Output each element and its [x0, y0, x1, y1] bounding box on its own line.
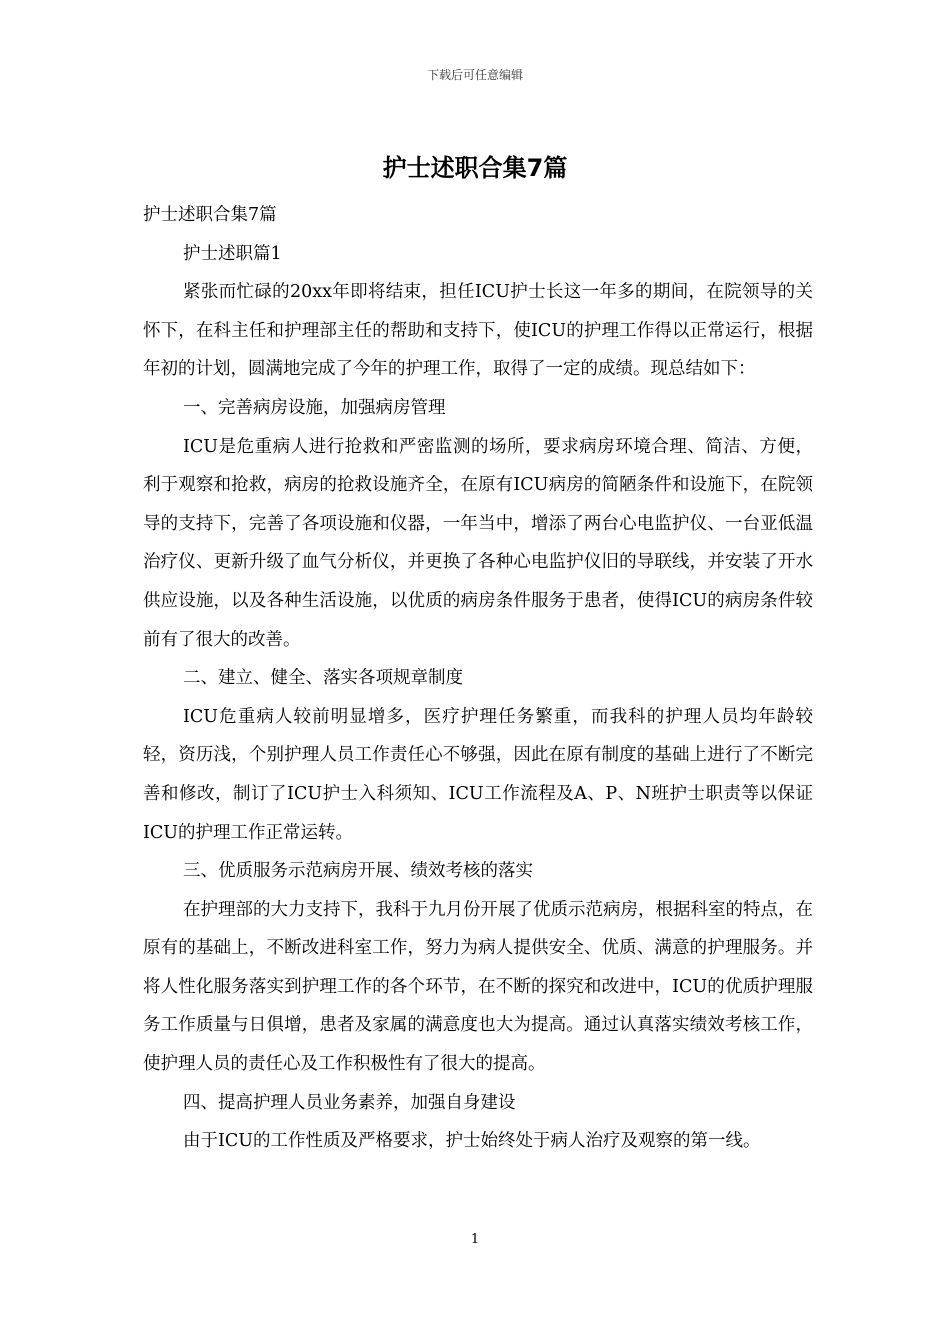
paragraph: 由于ICU的工作性质及严格要求，护士始终处于病人治疗及观察的第一线。 [183, 1131, 761, 1152]
page-header: 下载后可任意编辑 [426, 68, 523, 82]
paragraph: ICU危重病人较前明显增多，医疗护理任务繁重，而我科的护理人员均年龄较轻，资历浅，个别护理人员工作责任心不够强，因此在原有制度的基础上进行了不断完善和修改，制订了ICU护士入科须知、ICU工作流程及A、P、N班护士职责等以保证ICU的护理工作正常运转。 [143, 706, 813, 843]
document-title: 护士述职合集7篇 [382, 154, 568, 182]
section-heading: 三、优质服务示范病房开展、绩效考核的落实 [183, 861, 533, 882]
paragraph: 紧张而忙碌的20xx年即将结束，担任ICU护士长这一年多的期间，在院领导的关怀下，在科主任和护理部主任的帮助和支持下，使ICU的护理工作得以正常运行，根据年初的计划，圆满地完成了今年的护理工作，取得了一定的成绩。现总结如下： [143, 282, 813, 380]
section-heading: 四、提高护理人员业务素养，加强自身建设 [183, 1092, 516, 1113]
document-body [143, 196, 813, 1161]
page-number: 1 [470, 1232, 480, 1247]
paragraph: ICU是危重病人进行抢救和严密监测的场所，要求病房环境合理、简洁、方便，利于观察和抢救，病房的抢救设施齐全，在原有ICU病房的简陋条件和设施下，在院领导的支持下，完善了各项设施和仪器，一年当中，增添了两台心电监护仪、一台亚低温治疗仪、更新升级了血气分析仪，并更换了各种心电监护仪旧的导联线，并安装了开水供应设施，以及各种生活设施，以优质的病房条件服务于患者，使得ICU的病房条件较前有了很大的改善。 [143, 436, 813, 650]
section-heading: 二、建立、健全、落实各项规章制度 [183, 668, 463, 689]
paragraph: 护士述职合集7篇 [143, 205, 277, 225]
paragraph: 护士述职篇1 [183, 243, 282, 264]
section-heading: 一、完善病房设施，加强病房管理 [183, 397, 446, 418]
paragraph: 在护理部的大力支持下，我科于九月份开展了优质示范病房，根据科室的特点，在原有的基础上，不断改进科室工作，努力为病人提供安全、优质、满意的护理服务。并将人性化服务落实到护理工作的各个环节，在不断的探究和改进中，ICU的优质护理服务工作质量与日俱增，患者及家属的满意度也大为提高。通过认真落实绩效考核工作，使护理人员的责任心及工作积极性有了很大的提高。 [143, 899, 813, 1075]
